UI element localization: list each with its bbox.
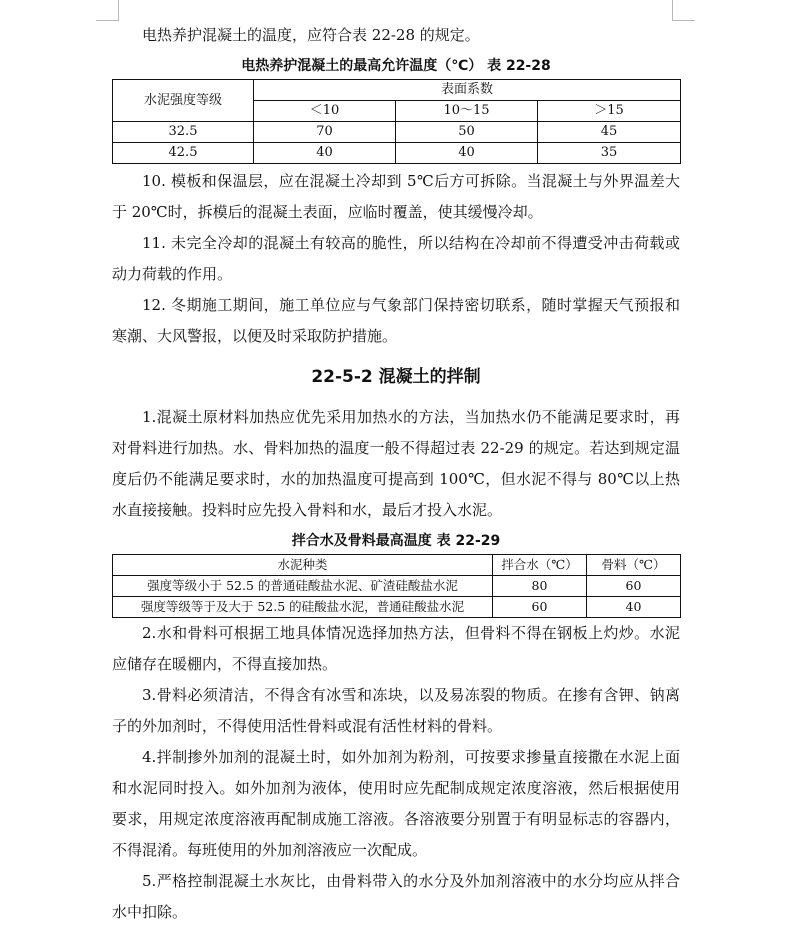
header-surface-coefficient: 表面系数	[254, 80, 681, 101]
table-row	[113, 597, 681, 618]
paragraph-mixing-5: 5.严格控制混凝土水灰比，由骨料带入的水分及外加剂溶液中的水分均应从拌合水中扣除。	[112, 872, 680, 921]
cell-grade: 32.5	[113, 122, 254, 143]
paragraph-12: 12. 冬期施工期间，施工单位应与气象部门保持密切联系，随时掌握天气预报和寒潮、大风警报，以便及时采取防护措施。	[112, 296, 680, 345]
section-heading: 22-5-2 混凝土的拌制	[311, 367, 481, 387]
paragraph-mixing-1: 1.混凝土原材料加热应优先采用加热水的方法，当加热水仍不能满足要求时，再对骨料进行加热。水、骨料加热的温度一般不得超过表 22-29 的规定。若达到规定温度后仍不能满足要求时，水的加热温度可提高到 100℃，但水泥不得与 80℃以上热水直接接触。投料时应先投入骨料和水，最后才投入水泥。	[112, 408, 680, 519]
table-29	[112, 554, 681, 618]
document-page	[112, 20, 680, 928]
cell-cement-type: 强度等级小于 52.5 的普通硅酸盐水泥、矿渣硅酸盐水泥	[113, 576, 493, 597]
table-29-caption: 拌合水及骨料最高温度 表 22-29	[291, 533, 501, 549]
cell-cement-type: 强度等级等于及大于 52.5 的硅酸盐水泥，普通硅酸盐水泥	[113, 597, 493, 618]
paragraph-10: 10. 模板和保温层，应在混凝土冷却到 5℃后方可拆除。当混凝土与外界温差大于 20℃时，拆模后的混凝土表面，应临时覆盖，使其缓慢冷却。	[112, 172, 680, 221]
cell-value: 35	[538, 143, 681, 164]
cell-value: 70	[254, 122, 396, 143]
table-28	[112, 79, 681, 164]
header-aggregate: 骨料（℃）	[587, 555, 681, 576]
table-row	[113, 576, 681, 597]
intro-paragraph: 电热养护混凝土的温度，应符合表 22-28 的规定。	[142, 26, 480, 44]
crop-mark-right	[672, 0, 695, 21]
header-cement-type: 水泥种类	[113, 555, 493, 576]
header-strength-grade: 水泥强度等级	[113, 80, 254, 122]
cell-value: 40	[254, 143, 396, 164]
paragraph-11: 11. 未完全冷却的混凝土有较高的脆性，所以结构在冷却前不得遭受冲击荷载或动力荷载的作用。	[112, 234, 680, 283]
cell-water-temp: 80	[493, 576, 587, 597]
cell-value: 45	[538, 122, 681, 143]
paragraph-mixing-4: 4.拌制掺外加剂的混凝土时，如外加剂为粉剂，可按要求掺量直接撒在水泥上面和水泥同时投入。如外加剂为液体，使用时应先配制成规定浓度溶液，然后根据使用要求，用规定浓度溶液再配制成施工溶液。各溶液要分别置于有明显标志的容器内，不得混淆。每班使用的外加剂溶液应一次配成。	[112, 748, 680, 859]
cell-water-temp: 60	[493, 597, 587, 618]
cell-aggregate-temp: 60	[587, 576, 681, 597]
crop-mark-left	[96, 0, 119, 21]
subheader-gt15: ＞15	[538, 101, 681, 122]
header-mixing-water: 拌合水（℃）	[493, 555, 587, 576]
paragraph-mixing-3: 3.骨料必须清洁，不得含有冰雪和冻块，以及易冻裂的物质。在掺有含钾、钠离子的外加剂时，不得使用活性骨料或混有活性材料的骨料。	[112, 686, 680, 735]
table-28-caption: 电热养护混凝土的最高允许温度（℃） 表 22-28	[241, 58, 551, 74]
subheader-10-15: 10～15	[396, 101, 538, 122]
cell-value: 50	[396, 122, 538, 143]
table-row	[113, 143, 681, 164]
cell-value: 40	[396, 143, 538, 164]
paragraph-mixing-2: 2.水和骨料可根据工地具体情况选择加热方法，但骨料不得在钢板上灼炒。水泥应储存在暖棚内，不得直接加热。	[112, 624, 680, 673]
cell-grade: 42.5	[113, 143, 254, 164]
cell-aggregate-temp: 40	[587, 597, 681, 618]
table-row	[113, 122, 681, 143]
subheader-lt10: ＜10	[254, 101, 396, 122]
